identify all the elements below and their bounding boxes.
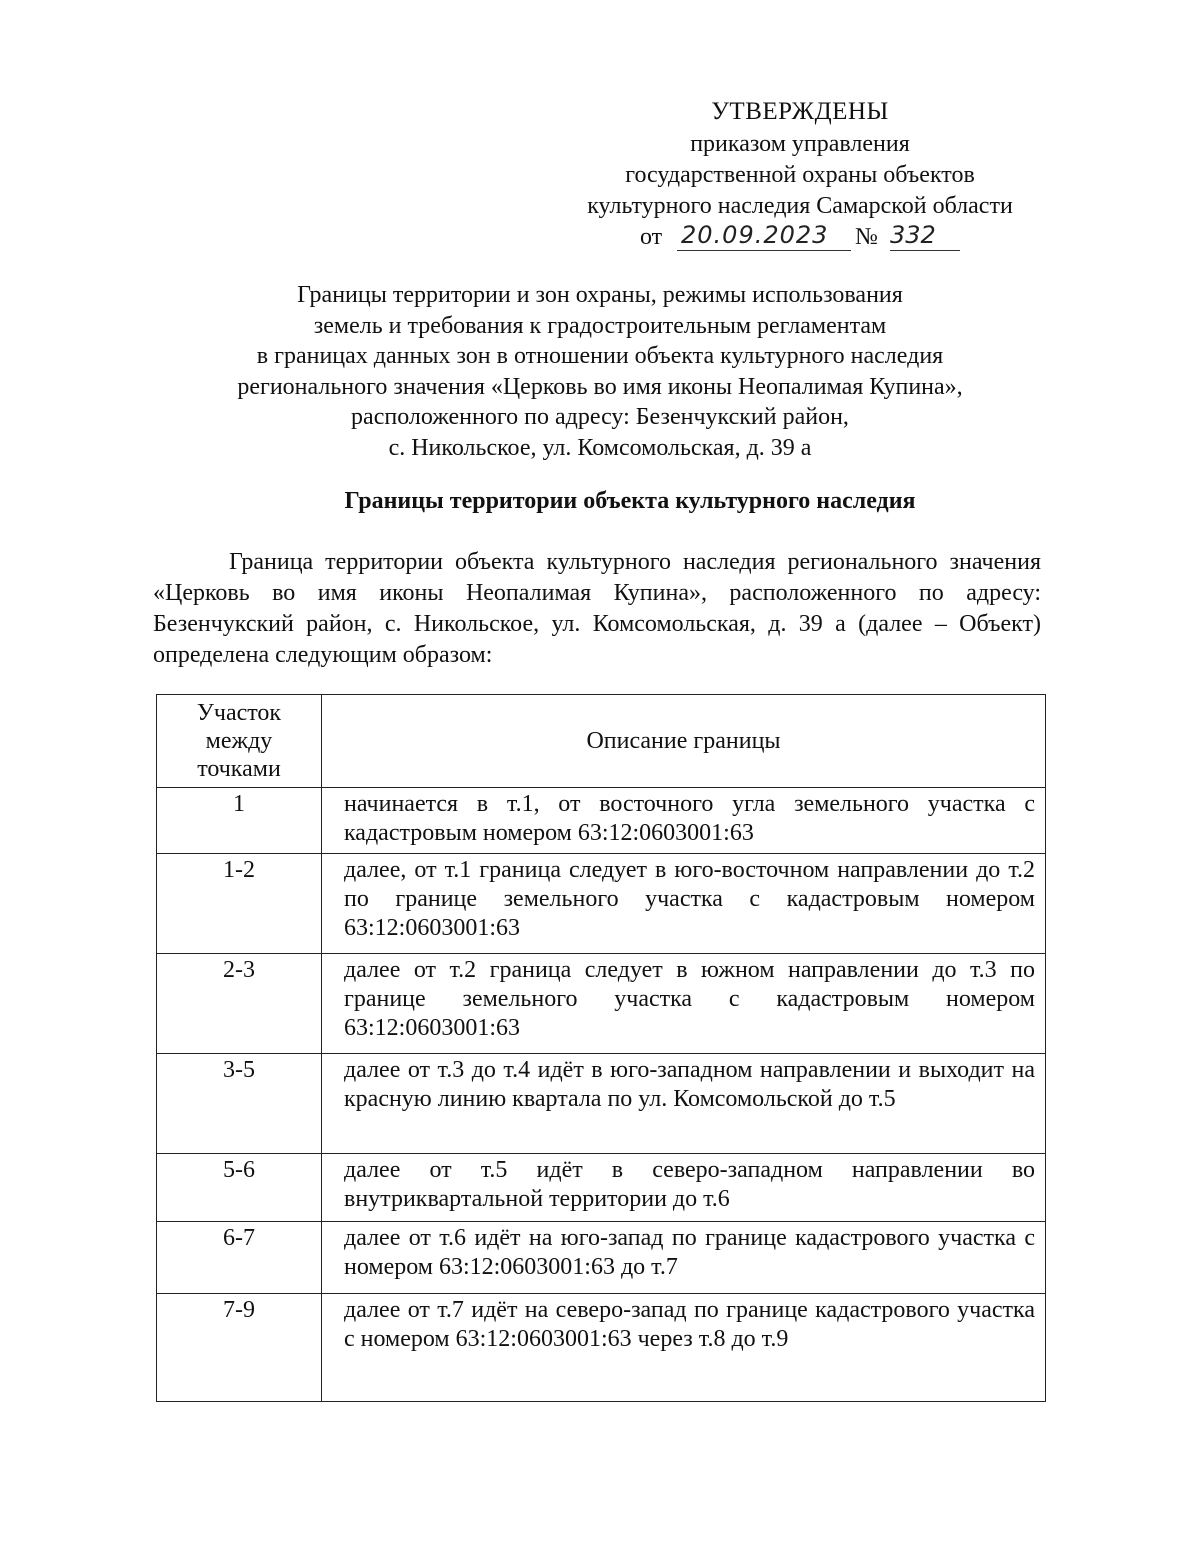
approval-line-3: культурного наследия Самарской области — [587, 193, 1013, 219]
intro-paragraph: Граница территории объекта культурного наследия регионального значения «Церковь во имя иконы Неопалимая Купина», расположенного по адресу: Безенчукский район, с. Никольское, ул. Комсомольская, д. 39 а (далее – Объект) определена следующим образом: — [153, 549, 1041, 668]
document-title — [150, 280, 1050, 463]
description-cell: далее от т.6 идёт на юго-запад по границе кадастрового участка с номером 63:12:0603001:63 до т.7 — [322, 1222, 1046, 1294]
segment-cell: 5-6 — [157, 1154, 322, 1222]
handwritten-date: 20.09.2023 — [677, 218, 851, 251]
segment-cell: 6-7 — [157, 1222, 322, 1294]
table-header-row — [157, 695, 1046, 788]
table-row — [157, 1222, 1046, 1294]
description-cell: далее, от т.1 граница следует в юго-восточном направлении до т.2 по границе земельного участка с кадастровым номером 63:12:0603001:63 — [322, 854, 1046, 954]
number-prefix: № — [855, 224, 878, 250]
segment-cell: 1-2 — [157, 854, 322, 954]
approval-line-2: государственной охраны объектов — [625, 162, 975, 188]
description-cell: далее от т.2 граница следует в южном направлении до т.3 по границе земельного участка с кадастровым номером 63:12:0603001:63 — [322, 954, 1046, 1054]
approval-line-1: приказом управления — [690, 131, 910, 157]
document-title-line-1: Границы территории и зон охраны, режимы использования — [297, 282, 903, 308]
approved-heading: УТВЕРЖДЕНЫ — [711, 98, 889, 125]
handwritten-number: 332 — [890, 218, 960, 251]
description-cell: далее от т.5 идёт в северо-западном направлении во внутриквартальной территории до т.6 — [322, 1154, 1046, 1222]
boundary-table — [156, 694, 1046, 1402]
description-cell: далее от т.7 идёт на северо-запад по границе кадастрового участка с номером 63:12:0603001:63 через т.8 до т.9 — [322, 1294, 1046, 1402]
document-title-line-5: расположенного по адресу: Безенчукский район, — [351, 404, 849, 430]
table-row — [157, 1054, 1046, 1154]
segment-cell: 2-3 — [157, 954, 322, 1054]
table-row — [157, 1154, 1046, 1222]
header-description: Описание границы — [322, 695, 1046, 788]
document-title-line-6: с. Никольское, ул. Комсомольская, д. 39 а — [388, 434, 812, 461]
order-date-number-line — [560, 222, 1040, 256]
table-row — [157, 788, 1046, 854]
table-row — [157, 1294, 1046, 1402]
table-row — [157, 954, 1046, 1054]
segment-cell: 7-9 — [157, 1294, 322, 1402]
document-title-line-2: земель и требования к градостроительным регламентам — [313, 312, 887, 339]
approval-stamp-block — [560, 96, 1040, 256]
description-cell: начинается в т.1, от восточного угла земельного участка с кадастровым номером 63:12:0603001:63 — [322, 788, 1046, 854]
document-title-line-4: регионального значения «Церковь во имя иконы Неопалимая Купина», — [237, 373, 963, 400]
description-cell: далее от т.3 до т.4 идёт в юго-западном направлении и выходит на красную линию квартала по ул. Комсомольской до т.5 — [322, 1054, 1046, 1154]
segment-cell: 3-5 — [157, 1054, 322, 1154]
document-title-line-3: в границах данных зон в отношении объекта культурного наследия — [256, 343, 944, 369]
date-prefix: от — [640, 224, 663, 250]
table-row — [157, 854, 1046, 954]
section-heading: Границы территории объекта культурного наследия — [344, 488, 916, 514]
segment-cell: 1 — [157, 788, 322, 854]
header-segment: Участок между точками — [157, 695, 322, 788]
